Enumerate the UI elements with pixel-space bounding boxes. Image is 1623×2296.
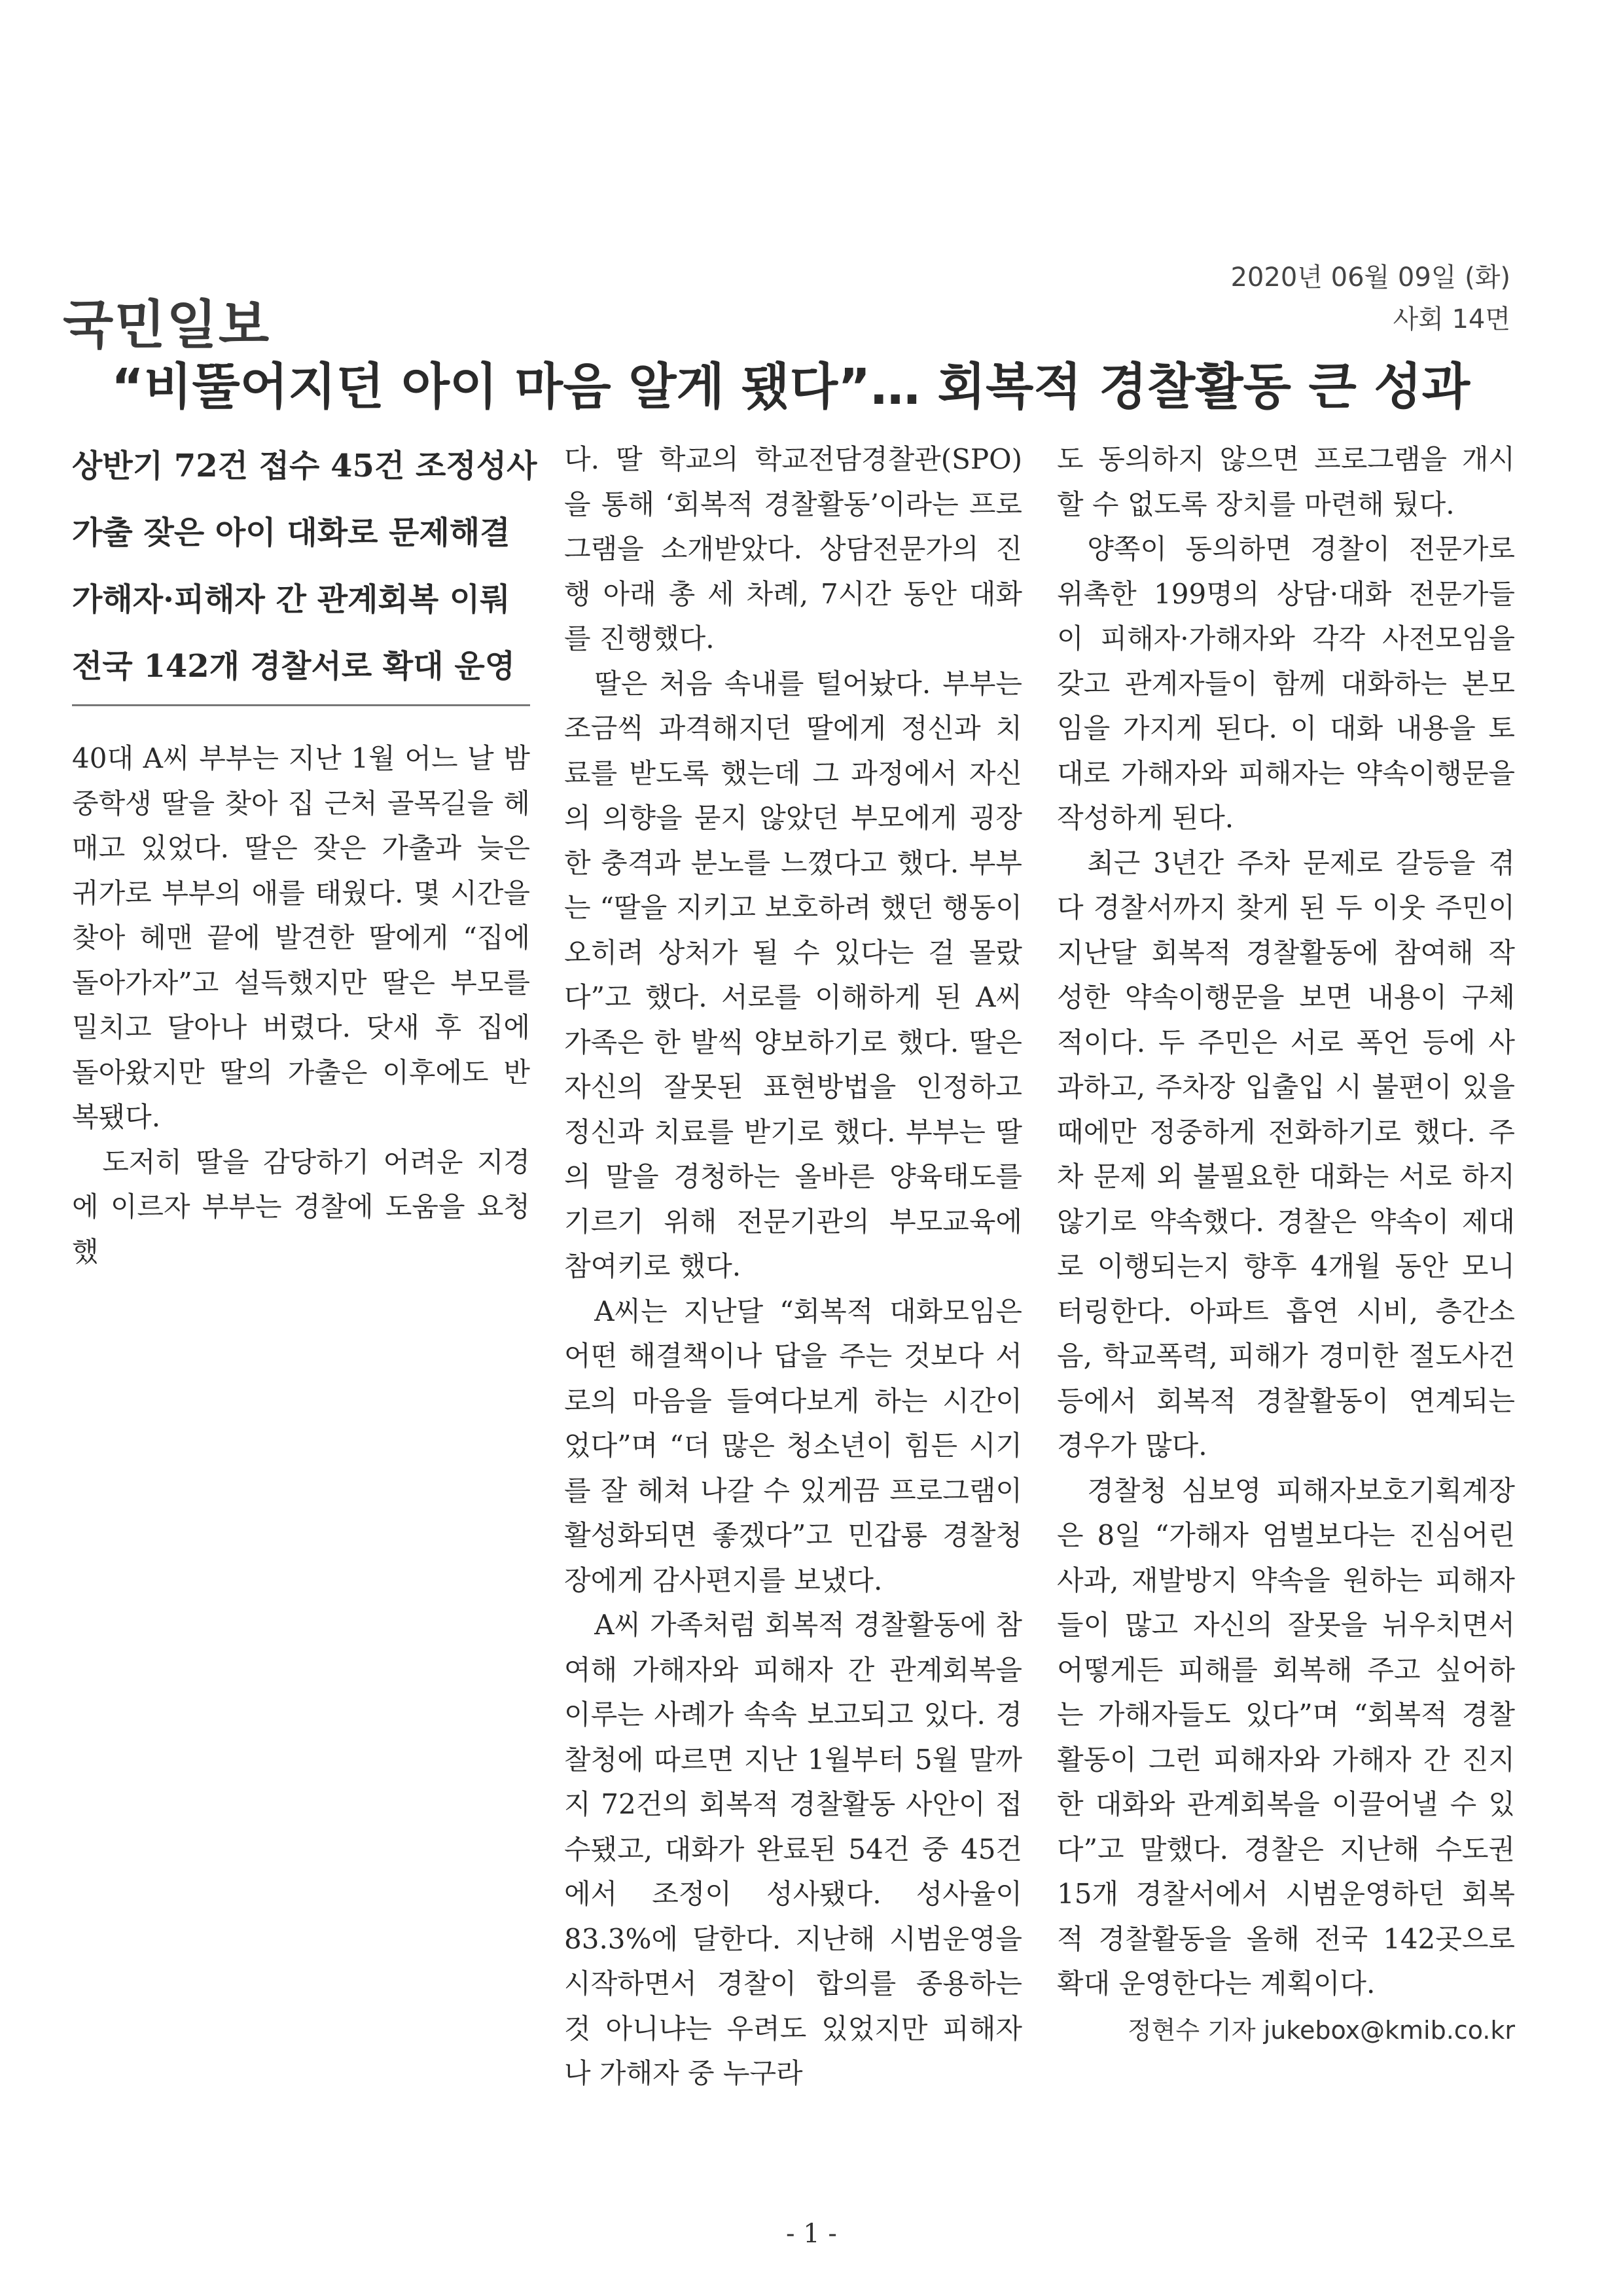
subheading: 가해자·피해자 간 관계회복 이뤄 bbox=[72, 581, 510, 618]
headline: “비뚤어지던 아이 마음 알게 됐다”… 회복적 경찰활동 큰 성과 bbox=[111, 357, 1471, 416]
paragraph: 다. 딸 학교의 학교전담경찰관(SPO)을 통해 ‘회복적 경찰활동’이라는 프로그램을 소개받았다. 상담전문가의 진행 아래 총 세 차례, 7시간 동안 대화를 진행했다. bbox=[564, 443, 1022, 655]
masthead-logo: 국민일보 bbox=[63, 295, 271, 355]
article-column-1 bbox=[72, 736, 530, 1274]
paragraph: A씨 가족처럼 회복적 경찰활동에 참여해 가해자와 피해자 간 관계회복을 이루는 사례가 속속 보고되고 있다. 경찰청에 따르면 지난 1월부터 5월 말까지 72건의 회복적 경찰활동 사안이 접수됐고, 대화가 완료된 54건 중 45건에서 조정이 성사됐다. 성사율이 83.3%에 달한다. 지난해 시범운영을 시작하면서 경찰이 합의를 종용하는 것 아니냐는 우려도 있었지만 피해자나 가해자 중 누구라 bbox=[564, 1609, 1022, 2089]
paragraph: 양쪽이 동의하면 경찰이 전문가로 위촉한 199명의 상담·대화 전문가들이 피해자·가해자와 각각 사전모임을 갖고 관계자들이 함께 대화하는 본모임을 가지게 된다. 이 대화 내용을 토대로 가해자와 피해자는 약속이행문을 작성하게 된다. bbox=[1057, 533, 1515, 834]
paragraph: A씨는 지난달 “회복적 대화모임은 어떤 해결책이나 답을 주는 것보다 서로의 마음을 들여다보게 하는 시간이었다”며 “더 많은 청소년이 힘든 시기를 잘 헤쳐 나갈 수 있게끔 프로그램이 활성화되면 좋겠다”고 민갑룡 경찰청장에게 감사편지를 보냈다. bbox=[564, 1295, 1022, 1596]
paragraph: 경찰청 심보영 피해자보호기획계장은 8일 “가해자 엄벌보다는 진심어린 사과, 재발방지 약속을 원하는 피해자들이 많고 자신의 잘못을 뉘우치면서 어떻게든 피해를 회복해 주고 싶어하는 가해자들도 있다”며 “회복적 경찰활동이 그런 피해자와 가해자 간 진지한 대화와 관계회복을 이끌어낼 수 있다”고 말했다. 경찰은 지난해 수도권 15개 경찰서에서 시범운영하던 회복적 경찰활동을 올해 전국 142곳으로 확대 운영한다는 계획이다. bbox=[1057, 1474, 1515, 2000]
article-column-2 bbox=[564, 437, 1022, 2096]
subheading: 상반기 72건 접수 45건 조정성사 bbox=[72, 448, 537, 484]
publication-date: 2020년 06월 09일 (화) bbox=[1230, 262, 1510, 293]
paragraph: 최근 3년간 주차 문제로 갈등을 겪다 경찰서까지 찾게 된 두 이웃 주민이 지난달 회복적 경찰활동에 참여해 작성한 약속이행문을 보면 내용이 구체적이다. 두 주민은 서로 폭언 등에 사과하고, 주차장 입출입 시 불편이 있을 때에만 정중하게 전화하기로 했다. 주차 문제 외 불필요한 대화는 서로 하지 않기로 약속했다. 경찰은 약속이 제대로 이행되는지 향후 4개월 동안 모니터링한다. 아파트 흡연 시비, 층간소음, 학교폭력, 피해가 경미한 절도사건 등에서 회복적 경찰활동이 연계되는 경우가 많다. bbox=[1057, 846, 1515, 1462]
subheading: 전국 142개 경찰서로 확대 운영 bbox=[72, 648, 516, 685]
subhead-divider bbox=[72, 704, 530, 706]
article-column-3 bbox=[1057, 437, 1515, 2053]
subheading: 가출 잦은 아이 대화로 문제해결 bbox=[72, 514, 510, 551]
section-page: 사회 14면 bbox=[1393, 304, 1510, 334]
page-number: - 1 - bbox=[786, 2219, 837, 2249]
paragraph: 도 동의하지 않으면 프로그램을 개시할 수 없도록 장치를 마련해 뒀다. bbox=[1057, 443, 1515, 520]
subheadings bbox=[72, 439, 537, 706]
paragraph: 딸은 처음 속내를 털어놨다. 부부는 조금씩 과격해지던 딸에게 정신과 치료를 받도록 했는데 그 과정에서 자신의 의향을 묻지 않았던 부모에게 굉장한 충격과 분노를 느꼈다고 했다. 부부는 “딸을 지키고 보호하려 했던 행동이 오히려 상처가 될 수 있다는 걸 몰랐다”고 했다. 서로를 이해하게 된 A씨 가족은 한 발씩 양보하기로 했다. 딸은 자신의 잘못된 표현방법을 인정하고 정신과 치료를 받기로 했다. 부부는 딸의 말을 경청하는 올바른 양육태도를 기르기 위해 전문기관의 부모교육에 참여키로 했다. bbox=[564, 667, 1022, 1282]
paragraph: 도저히 딸을 감당하기 어려운 지경에 이르자 부부는 경찰에 도움을 요청했 bbox=[72, 1145, 530, 1268]
byline: 정현수 기자 jukebox@kmib.co.kr bbox=[1127, 2015, 1515, 2045]
paragraph: 40대 A씨 부부는 지난 1월 어느 날 밤 중학생 딸을 찾아 집 근처 골목길을 헤매고 있었다. 딸은 잦은 가출과 늦은 귀가로 부부의 애를 태웠다. 몇 시간을 찾아 헤맨 끝에 발견한 딸에게 “집에 돌아가자”고 설득했지만 딸은 부모를 밀치고 달아나 버렸다. 닷새 후 집에 돌아왔지만 딸의 가출은 이후에도 반복됐다. bbox=[72, 742, 530, 1133]
